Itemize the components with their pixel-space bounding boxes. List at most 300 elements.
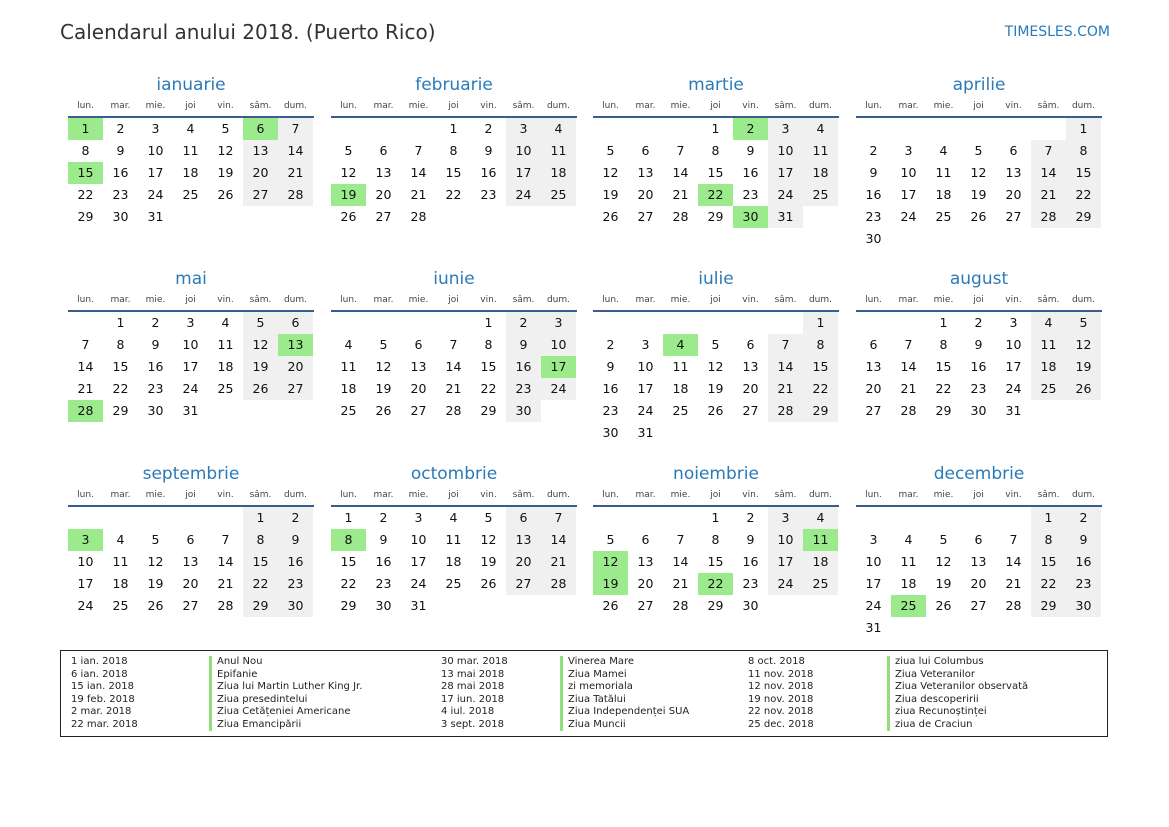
- day-cell: 4: [186, 121, 195, 136]
- day-cell: 25: [541, 184, 576, 206]
- day-cell: 25: [803, 184, 838, 206]
- day-cell: 21: [1031, 184, 1066, 206]
- empty-cell: [366, 118, 401, 140]
- month-name: septembrie: [142, 464, 240, 484]
- day-cell: 17: [147, 165, 164, 180]
- day-cell: 23: [865, 209, 882, 224]
- day-cell: 9: [1066, 529, 1101, 551]
- day-grid: [593, 118, 838, 228]
- day-cell: 1: [116, 315, 125, 330]
- day-cell: 15: [707, 554, 724, 569]
- legend-holiday-name: Ziua descoperirii: [887, 694, 1028, 707]
- day-cell: 2: [1066, 507, 1101, 529]
- day-cell: 29: [340, 598, 357, 613]
- day-cell: 18: [445, 554, 462, 569]
- day-cell: 9: [869, 165, 878, 180]
- day-cell: 25: [445, 576, 462, 591]
- day-cell: 10: [768, 529, 803, 551]
- day-cell: 8: [449, 143, 458, 158]
- day-cell: 15: [480, 359, 497, 374]
- weekday-label: sâm.: [774, 101, 797, 111]
- day-cell: 2: [974, 315, 983, 330]
- weekday-label: dum.: [283, 101, 308, 111]
- empty-cell: [103, 507, 138, 529]
- day-grid: [856, 312, 1101, 422]
- weekday-label: vin.: [480, 101, 497, 111]
- legend-holiday-name: Vinerea Mare: [560, 656, 689, 669]
- day-cell: 9: [116, 143, 125, 158]
- day-cell: 9: [746, 532, 755, 547]
- weekday-header: [593, 290, 839, 312]
- weekday-label: joi: [185, 295, 196, 305]
- weekday-label: lun.: [865, 101, 882, 111]
- weekday-label: mar.: [110, 101, 131, 111]
- day-cell: 30: [506, 400, 541, 422]
- page-title: Calendarul anului 2018. (Puerto Rico): [60, 20, 436, 44]
- day-cell: 8: [1031, 529, 1066, 551]
- holiday-day: 22: [698, 573, 733, 595]
- legend-holiday-name: Ziua Emancipării: [209, 719, 362, 732]
- weekday-label: mie.: [670, 295, 691, 305]
- day-cell: 28: [217, 598, 234, 613]
- day-cell: 20: [410, 381, 427, 396]
- day-cell: 17: [182, 359, 199, 374]
- day-cell: 22: [243, 573, 278, 595]
- day-cell: 16: [742, 554, 759, 569]
- legend-holiday-name: Ziua Cetățeniei Americane: [209, 706, 362, 719]
- holiday-day: 1: [68, 118, 103, 140]
- empty-cell: [68, 507, 103, 529]
- day-cell: 24: [1005, 381, 1022, 396]
- holiday-day: 28: [68, 400, 103, 422]
- empty-cell: [961, 118, 996, 140]
- day-cell: 19: [935, 576, 952, 591]
- day-cell: 28: [445, 403, 462, 418]
- weekday-label: lun.: [77, 101, 94, 111]
- day-cell: 4: [116, 532, 125, 547]
- weekday-label: sâm.: [1037, 490, 1060, 500]
- day-cell: 27: [742, 403, 759, 418]
- day-cell: 4: [1031, 312, 1066, 334]
- month-name: februarie: [415, 75, 493, 95]
- month-name: iulie: [698, 269, 734, 289]
- day-cell: 7: [676, 532, 685, 547]
- day-cell: 3: [904, 143, 913, 158]
- day-cell: 16: [147, 359, 164, 374]
- day-cell: 9: [606, 359, 615, 374]
- legend-date: 12 nov. 2018: [748, 681, 814, 692]
- day-cell: 15: [112, 359, 129, 374]
- day-cell: 10: [506, 140, 541, 162]
- day-cell: 1: [1031, 507, 1066, 529]
- day-cell: 8: [81, 143, 90, 158]
- day-cell: 22: [803, 378, 838, 400]
- day-cell: 10: [541, 334, 576, 356]
- day-cell: 14: [1031, 162, 1066, 184]
- legend-date: 3 sept. 2018: [441, 718, 504, 730]
- day-cell: 24: [410, 576, 427, 591]
- legend-date: 13 mai 2018: [441, 668, 505, 680]
- day-cell: 5: [1066, 312, 1101, 334]
- day-cell: 31: [147, 209, 164, 224]
- day-cell: 3: [186, 315, 195, 330]
- day-cell: 6: [869, 337, 878, 352]
- legend-holiday-name: Ziua Veteranilor: [887, 669, 1028, 682]
- day-cell: 10: [865, 554, 882, 569]
- weekday-label: mar.: [373, 101, 394, 111]
- day-cell: 29: [707, 209, 724, 224]
- month-name: decembrie: [933, 464, 1025, 484]
- day-cell: 19: [375, 381, 392, 396]
- legend-date: 6 ian. 2018: [71, 668, 128, 680]
- day-grid: [856, 507, 1101, 639]
- legend-date: 8 oct. 2018: [748, 656, 805, 667]
- day-cell: 15: [340, 554, 357, 569]
- day-cell: 3: [768, 507, 803, 529]
- day-cell: 24: [506, 184, 541, 206]
- day-cell: 22: [77, 187, 94, 202]
- weekday-label: vin.: [217, 490, 234, 500]
- day-cell: 25: [217, 381, 234, 396]
- day-cell: 20: [637, 576, 654, 591]
- day-cell: 23: [147, 381, 164, 396]
- day-cell: 23: [480, 187, 497, 202]
- day-cell: 30: [970, 403, 987, 418]
- holiday-day: 17: [541, 356, 576, 378]
- weekday-label: lun.: [340, 295, 357, 305]
- day-cell: 20: [865, 381, 882, 396]
- day-cell: 2: [278, 507, 313, 529]
- legend-holiday-name: Ziua lui Martin Luther King Jr.: [209, 681, 362, 694]
- empty-cell: [891, 118, 926, 140]
- day-grid: [593, 312, 838, 444]
- day-cell: 8: [803, 334, 838, 356]
- legend-date: 2 mar. 2018: [71, 706, 132, 717]
- holiday-day: 25: [891, 595, 926, 617]
- month-name: noiembrie: [673, 464, 759, 484]
- legend-names: [887, 656, 1028, 731]
- day-cell: 7: [904, 337, 913, 352]
- day-cell: 24: [147, 187, 164, 202]
- day-cell: 7: [449, 337, 458, 352]
- day-cell: 27: [506, 573, 541, 595]
- day-cell: 5: [711, 337, 720, 352]
- day-cell: 25: [672, 403, 689, 418]
- weekday-label: mar.: [373, 295, 394, 305]
- day-cell: 3: [541, 312, 576, 334]
- day-cell: 13: [637, 554, 654, 569]
- day-cell: 31: [410, 598, 427, 613]
- day-cell: 2: [379, 510, 388, 525]
- day-cell: 23: [742, 576, 759, 591]
- day-cell: 4: [449, 510, 458, 525]
- day-cell: 6: [641, 143, 650, 158]
- day-cell: 27: [865, 403, 882, 418]
- day-cell: 25: [112, 598, 129, 613]
- day-cell: 3: [768, 118, 803, 140]
- day-cell: 20: [243, 162, 278, 184]
- day-cell: 29: [243, 595, 278, 617]
- day-cell: 22: [1031, 573, 1066, 595]
- day-cell: 1: [344, 510, 353, 525]
- day-cell: 8: [711, 532, 720, 547]
- day-cell: 30: [742, 598, 759, 613]
- day-cell: 24: [541, 378, 576, 400]
- weekday-label: mie.: [408, 295, 429, 305]
- day-cell: 13: [1005, 165, 1022, 180]
- empty-cell: [331, 118, 366, 140]
- day-cell: 8: [484, 337, 493, 352]
- month-name: iunie: [433, 269, 475, 289]
- legend-date: 15 ian. 2018: [71, 681, 134, 692]
- weekday-label: lun.: [865, 490, 882, 500]
- day-cell: 8: [243, 529, 278, 551]
- legend-date: 30 mar. 2018: [441, 656, 508, 667]
- weekday-label: mar.: [898, 101, 919, 111]
- weekday-label: joi: [185, 101, 196, 111]
- day-cell: 28: [1031, 206, 1066, 228]
- holiday-day: 19: [593, 573, 628, 595]
- day-cell: 20: [1005, 187, 1022, 202]
- legend-date: 19 nov. 2018: [748, 693, 814, 705]
- weekday-label: vin.: [1005, 101, 1022, 111]
- day-cell: 12: [340, 165, 357, 180]
- holiday-day: 4: [663, 334, 698, 356]
- day-cell: 17: [900, 187, 917, 202]
- day-cell: 7: [414, 143, 423, 158]
- day-cell: 31: [637, 425, 654, 440]
- day-cell: 1: [449, 121, 458, 136]
- day-cell: 16: [970, 359, 987, 374]
- holiday-day: 22: [698, 184, 733, 206]
- day-cell: 14: [445, 359, 462, 374]
- day-grid: [331, 312, 576, 422]
- legend-holiday-name: Ziua Veteranilor observată: [887, 681, 1028, 694]
- day-cell: 18: [112, 576, 129, 591]
- weekday-label: dum.: [1071, 295, 1096, 305]
- day-cell: 13: [375, 165, 392, 180]
- weekday-label: sâm.: [512, 101, 535, 111]
- day-cell: 20: [182, 576, 199, 591]
- day-cell: 1: [939, 315, 948, 330]
- day-cell: 8: [939, 337, 948, 352]
- weekday-label: mar.: [898, 295, 919, 305]
- day-cell: 23: [278, 573, 313, 595]
- day-cell: 13: [637, 165, 654, 180]
- day-cell: 21: [77, 381, 94, 396]
- weekday-header: [593, 485, 839, 507]
- weekday-label: lun.: [602, 490, 619, 500]
- day-cell: 28: [900, 403, 917, 418]
- day-cell: 15: [707, 165, 724, 180]
- day-cell: 27: [970, 598, 987, 613]
- day-cell: 27: [410, 403, 427, 418]
- holiday-day: 11: [803, 529, 838, 551]
- holiday-legend: [60, 650, 1108, 737]
- legend-holiday-name: zi memoriala: [560, 681, 689, 694]
- day-cell: 11: [340, 359, 357, 374]
- day-cell: 30: [112, 209, 129, 224]
- day-cell: 24: [637, 403, 654, 418]
- legend-dates: [441, 656, 508, 731]
- day-cell: 9: [746, 143, 755, 158]
- empty-cell: [138, 507, 173, 529]
- day-cell: 24: [768, 573, 803, 595]
- day-cell: 5: [606, 143, 615, 158]
- day-cell: 5: [151, 532, 160, 547]
- day-cell: 14: [77, 359, 94, 374]
- day-cell: 12: [147, 554, 164, 569]
- day-cell: 2: [746, 510, 755, 525]
- day-cell: 11: [672, 359, 689, 374]
- day-cell: 22: [340, 576, 357, 591]
- day-cell: 10: [410, 532, 427, 547]
- day-cell: 22: [445, 187, 462, 202]
- day-cell: 11: [1031, 334, 1066, 356]
- day-cell: 1: [711, 121, 720, 136]
- day-cell: 11: [112, 554, 129, 569]
- day-cell: 28: [672, 598, 689, 613]
- day-cell: 22: [935, 381, 952, 396]
- day-cell: 28: [410, 209, 427, 224]
- day-cell: 26: [217, 187, 234, 202]
- legend-holiday-name: Epifanie: [209, 669, 362, 682]
- day-cell: 8: [116, 337, 125, 352]
- empty-cell: [663, 507, 698, 529]
- day-cell: 10: [637, 359, 654, 374]
- day-cell: 13: [506, 529, 541, 551]
- legend-date: 28 mai 2018: [441, 681, 505, 692]
- day-cell: 17: [1005, 359, 1022, 374]
- day-cell: 15: [803, 356, 838, 378]
- weekday-label: sâm.: [1037, 295, 1060, 305]
- day-cell: 22: [480, 381, 497, 396]
- day-cell: 27: [637, 598, 654, 613]
- day-cell: 2: [869, 143, 878, 158]
- legend-dates: [748, 656, 814, 731]
- day-cell: 29: [707, 598, 724, 613]
- day-cell: 11: [900, 554, 917, 569]
- weekday-header: [68, 290, 314, 312]
- month-septembrie: [68, 463, 314, 617]
- weekday-label: joi: [973, 101, 984, 111]
- weekday-label: mar.: [635, 101, 656, 111]
- weekday-label: vin.: [480, 490, 497, 500]
- weekday-label: mie.: [670, 101, 691, 111]
- weekday-label: joi: [973, 490, 984, 500]
- legend-date: 1 ian. 2018: [71, 656, 128, 667]
- day-cell: 23: [506, 378, 541, 400]
- day-cell: 12: [217, 143, 234, 158]
- empty-cell: [401, 312, 436, 334]
- empty-cell: [996, 507, 1031, 529]
- weekday-label: mar.: [635, 295, 656, 305]
- day-cell: 3: [151, 121, 160, 136]
- day-cell: 10: [182, 337, 199, 352]
- day-cell: 26: [147, 598, 164, 613]
- month-octombrie: [331, 463, 577, 617]
- day-cell: 28: [768, 400, 803, 422]
- weekday-label: lun.: [602, 101, 619, 111]
- day-cell: 6: [974, 532, 983, 547]
- day-cell: 21: [541, 551, 576, 573]
- empty-cell: [663, 312, 698, 334]
- empty-cell: [628, 312, 663, 334]
- weekday-label: lun.: [340, 490, 357, 500]
- legend-holiday-name: ziua lui Columbus: [887, 656, 1028, 669]
- day-cell: 10: [768, 140, 803, 162]
- weekday-label: joi: [448, 295, 459, 305]
- day-cell: 22: [1066, 184, 1101, 206]
- holiday-day: 6: [243, 118, 278, 140]
- empty-cell: [926, 118, 961, 140]
- weekday-label: dum.: [283, 490, 308, 500]
- day-cell: 4: [541, 118, 576, 140]
- weekday-header: [331, 290, 577, 312]
- day-cell: 12: [243, 334, 278, 356]
- day-cell: 19: [147, 576, 164, 591]
- day-cell: 10: [1005, 337, 1022, 352]
- day-cell: 23: [112, 187, 129, 202]
- day-cell: 14: [410, 165, 427, 180]
- legend-date: 19 feb. 2018: [71, 693, 135, 705]
- weekday-label: sâm.: [512, 490, 535, 500]
- legend-holiday-name: ziua de Craciun: [887, 719, 1028, 732]
- weekday-label: mar.: [110, 295, 131, 305]
- legend-names: [209, 656, 362, 731]
- day-cell: 29: [935, 403, 952, 418]
- day-cell: 7: [81, 337, 90, 352]
- empty-cell: [961, 507, 996, 529]
- empty-cell: [593, 312, 628, 334]
- month-iulie: [593, 268, 839, 444]
- weekday-label: mar.: [635, 490, 656, 500]
- day-grid: [331, 507, 576, 617]
- day-cell: 26: [243, 378, 278, 400]
- day-cell: 2: [484, 121, 493, 136]
- empty-cell: [891, 312, 926, 334]
- day-cell: 12: [970, 165, 987, 180]
- day-cell: 21: [900, 381, 917, 396]
- day-cell: 27: [182, 598, 199, 613]
- empty-cell: [436, 312, 471, 334]
- day-cell: 16: [506, 356, 541, 378]
- day-cell: 27: [1005, 209, 1022, 224]
- weekday-header: [593, 96, 839, 118]
- day-cell: 3: [1009, 315, 1018, 330]
- day-cell: 6: [506, 507, 541, 529]
- day-cell: 7: [768, 334, 803, 356]
- day-cell: 27: [243, 184, 278, 206]
- holiday-day: 30: [733, 206, 768, 228]
- day-cell: 8: [711, 143, 720, 158]
- day-cell: 19: [1066, 356, 1101, 378]
- weekday-label: vin.: [1005, 490, 1022, 500]
- holiday-day: 15: [68, 162, 103, 184]
- day-cell: 6: [1009, 143, 1018, 158]
- day-cell: 21: [445, 381, 462, 396]
- day-cell: 27: [375, 209, 392, 224]
- day-cell: 26: [375, 403, 392, 418]
- day-cell: 3: [641, 337, 650, 352]
- day-cell: 17: [410, 554, 427, 569]
- holiday-day: 2: [733, 118, 768, 140]
- site-link[interactable]: TIMESLES.COM: [1004, 24, 1110, 40]
- holiday-day: 8: [331, 529, 366, 551]
- day-cell: 26: [1066, 378, 1101, 400]
- day-cell: 13: [243, 140, 278, 162]
- day-cell: 30: [602, 425, 619, 440]
